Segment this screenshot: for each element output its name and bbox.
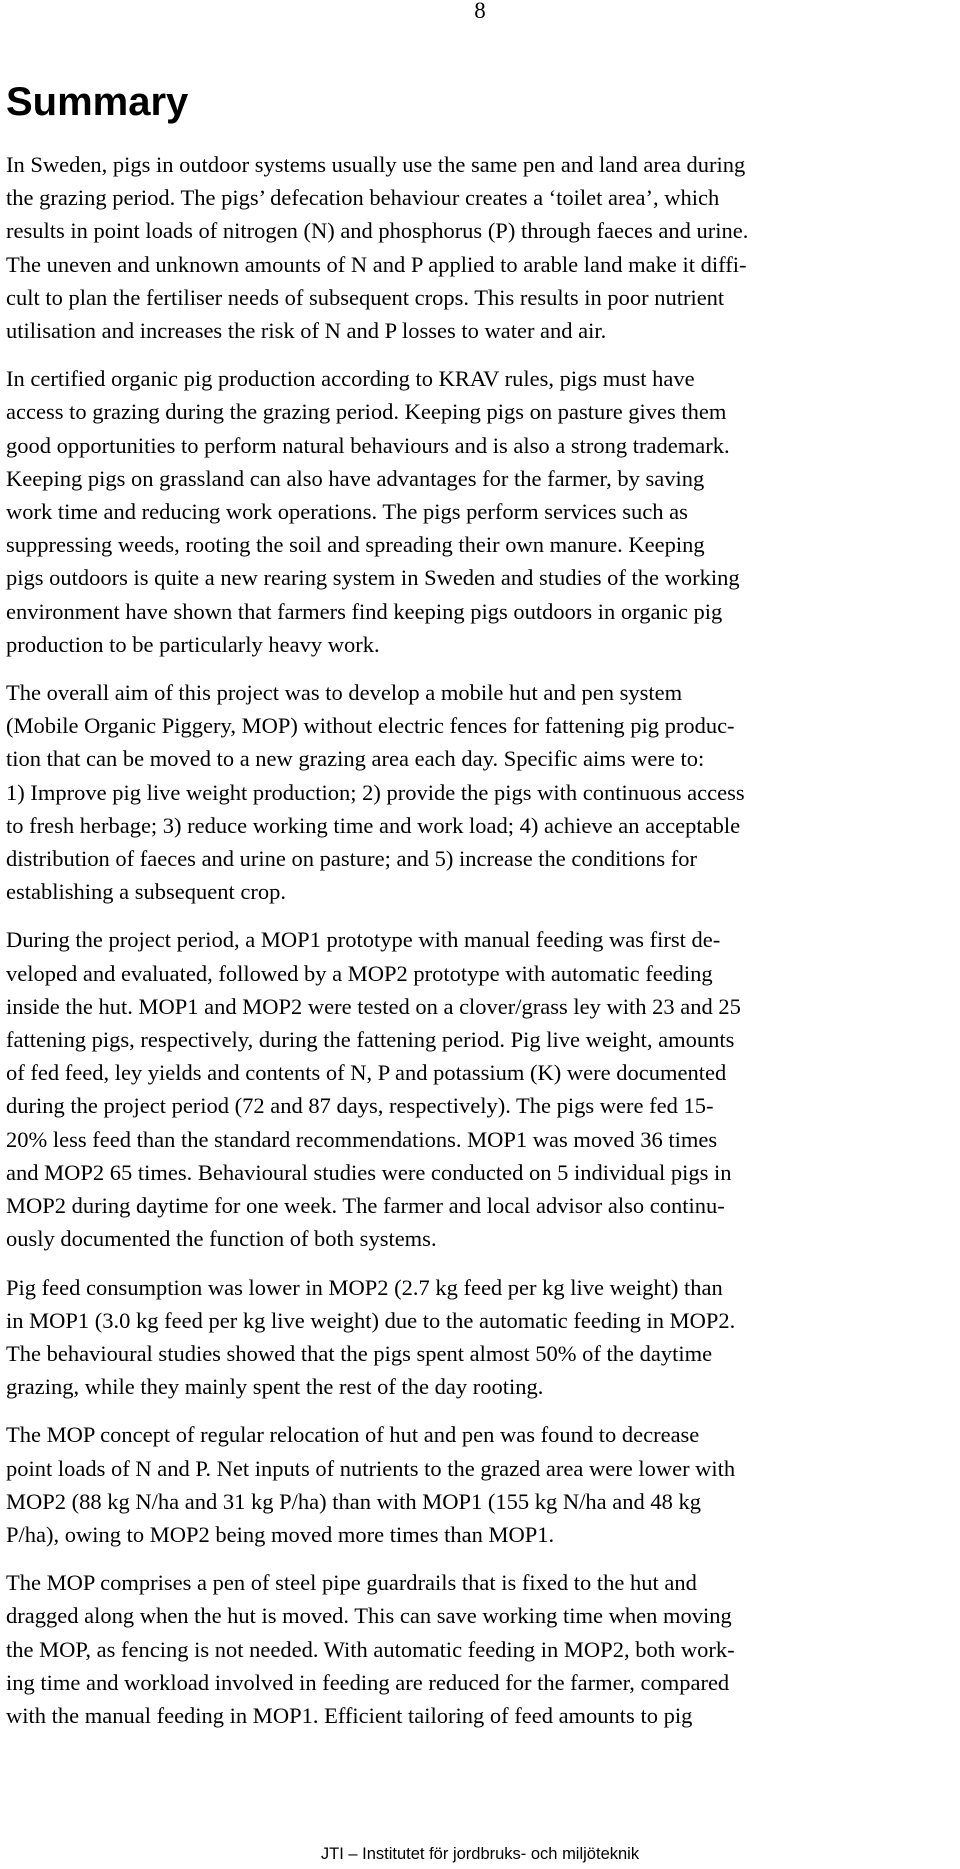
paragraph-organic-production: In certified organic pig production according to KRAV rules, pigs must have access to grazing during the grazing period. Keeping pigs on pasture gives them good opportunities to perform natural behaviours and is also a strong trademark. Keeping pigs on grassland can also have advantages for the farmer, by saving work time and reducing work operations. The pigs perform services such as suppressing weeds, rooting the soil and spreading their own manure. Keeping pigs outdoors is quite a new rearing system in Sweden and studies of the working environment have shown that farmers find keeping pigs outdoors in organic pig production to be particularly heavy work. xyxy=(6,366,740,657)
paragraph-feed-consumption: Pig feed consumption was lower in MOP2 (2.7 kg feed per kg live weight) than in MOP1 (3.0 kg feed per kg live weight) due to the automatic feeding in MOP2. The behavioural studies showed that the pigs spent almost 50% of the daytime grazing, while they mainly spent the rest of the day rooting. xyxy=(6,1274,736,1400)
paragraph-project-aim: The overall aim of this project was to develop a mobile hut and pen system (Mobile Organic Piggery, MOP) without electric fences for fattening pig produc- tion that can be moved to a new grazing area each day. Specific aims were to: 1) Improve pig live weight production; 2) provide the pigs with continuous access to fresh herbage; 3) reduce working time and work load; 4) achieve an acceptable distribution of faeces and urine on pasture; and 5) increase the conditions for establishing a subsequent crop. xyxy=(6,680,745,905)
paragraph-mop-pen: The MOP comprises a pen of steel pipe guardrails that is fixed to the hut and dragged along when the hut is moved. This can save working time when moving the MOP, as fencing is not needed. With automatic feeding in MOP2, both work- ing time and workload involved in feeding are reduced for the farmer, compared with the manual feeding in MOP1. Efficient tailoring of feed amounts to pig xyxy=(6,1570,735,1728)
summary-body xyxy=(6,148,954,1747)
paragraph-project-period: During the project period, a MOP1 prototype with manual feeding was first de- veloped and evaluated, followed by a MOP2 prototype with automatic feeding inside the hut. MOP1 and MOP2 were tested on a clover/grass ley with 23 and 25 fattening pigs, respectively, during the fattening period. Pig live weight, amounts of fed feed, ley yields and contents of N, P and potassium (K) were documented during the project period (72 and 87 days, respectively). The pigs were fed 15- 20% less feed than the standard recommendations. MOP1 was moved 36 times and MOP2 65 times. Behavioural studies were conducted on 5 individual pigs in MOP2 during daytime for one week. The farmer and local advisor also continu- ously documented the function of both systems. xyxy=(6,927,741,1252)
page-footer: JTI – Institutet för jordbruks- och miljöteknik xyxy=(320,1845,640,1863)
paragraph-intro: In Sweden, pigs in outdoor systems usually use the same pen and land area during the grazing period. The pigs’ defecation behaviour creates a ‘toilet area’, which results in point loads of nitrogen (N) and phosphorus (P) through faeces and urine. The uneven and unknown amounts of N and P applied to arable land make it diffi- cult to plan the fertiliser needs of subsequent crops. This results in poor nutrient utilisation and increases the risk of N and P losses to water and air. xyxy=(6,152,749,344)
page-title: Summary xyxy=(6,80,189,124)
page-number: 8 xyxy=(474,0,486,23)
paragraph-nutrient-loads: The MOP concept of regular relocation of hut and pen was found to decrease point loads of N and P. Net inputs of nutrients to the grazed area were lower with MOP2 (88 kg N/ha and 31 kg P/ha) than with MOP1 (155 kg N/ha and 48 kg P/ha), owing to MOP2 being moved more times than MOP1. xyxy=(6,1422,736,1547)
